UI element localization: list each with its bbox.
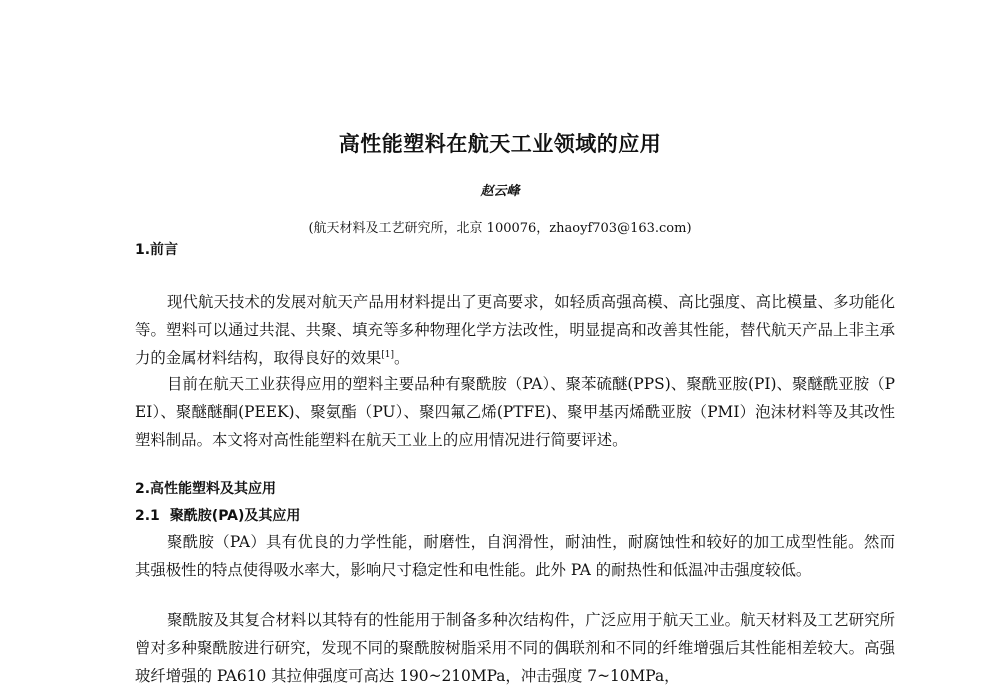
- subsection-heading-pa: [135, 505, 300, 525]
- paragraph-text: 现代航天技术的发展对航天产品用材料提出了更高要求，如轻质高强高模、高比强度、高比模量、多功能化等。塑料可以通过共混、共聚、填充等多种物理化学方法改性，明显提高和改善其性能，替代航天产品上非主承力的金属材料结构，取得良好的效果: [135, 293, 895, 367]
- paper-title: 高性能塑料在航天工业领域的应用: [338, 132, 662, 156]
- citation-reference: [1]: [381, 349, 395, 360]
- section-heading-materials: 2.高性能塑料及其应用: [135, 481, 277, 497]
- paragraph-end: 。: [394, 349, 410, 367]
- body-paragraph: 聚酰胺（PA）具有优良的力学性能，耐磨性，自润滑性，耐油性，耐腐蚀性和较好的加工成型性能。然而其强极性的特点使得吸水率大，影响尺寸稳定性和电性能。此外 PA 的耐热性和低温冲击强度较低。: [135, 533, 895, 579]
- author-name: 赵云峰: [480, 184, 520, 199]
- subsection-number: 2.1: [135, 508, 160, 524]
- subsection-title: 聚酰胺(PA)及其应用: [169, 508, 301, 524]
- author-affiliation: (航天材料及工艺研究所，北京 100076，zhaoyf703@163.com): [308, 221, 692, 236]
- body-paragraph: [135, 288, 895, 372]
- section-heading-introduction: 1.前言: [135, 242, 179, 258]
- body-paragraph: 目前在航天工业获得应用的塑料主要品种有聚酰胺（PA）、聚苯硫醚(PPS)、聚酰亚胺(PI)、聚醚酰亚胺（PEI）、聚醚醚酮(PEEK)、聚氨酯（PU）、聚四氟乙烯(PTFE)、聚甲基丙烯酰亚胺（PMI）泡沫材料等及其改性塑料制品。本文将对高性能塑料在航天工业上的应用情况进行简要评述。: [135, 375, 895, 449]
- body-paragraph: 聚酰胺及其复合材料以其特有的性能用于制备多种次结构件，广泛应用于航天工业。航天材料及工艺研究所曾对多种聚酰胺进行研究，发现不同的聚酰胺树脂采用不同的偶联剂和不同的纤维增强后其性能相差较大。高强玻纤增强的 PA610 其拉伸强度可高达 190~210MPa，冲击强度 7~10MPa，: [135, 611, 895, 685]
